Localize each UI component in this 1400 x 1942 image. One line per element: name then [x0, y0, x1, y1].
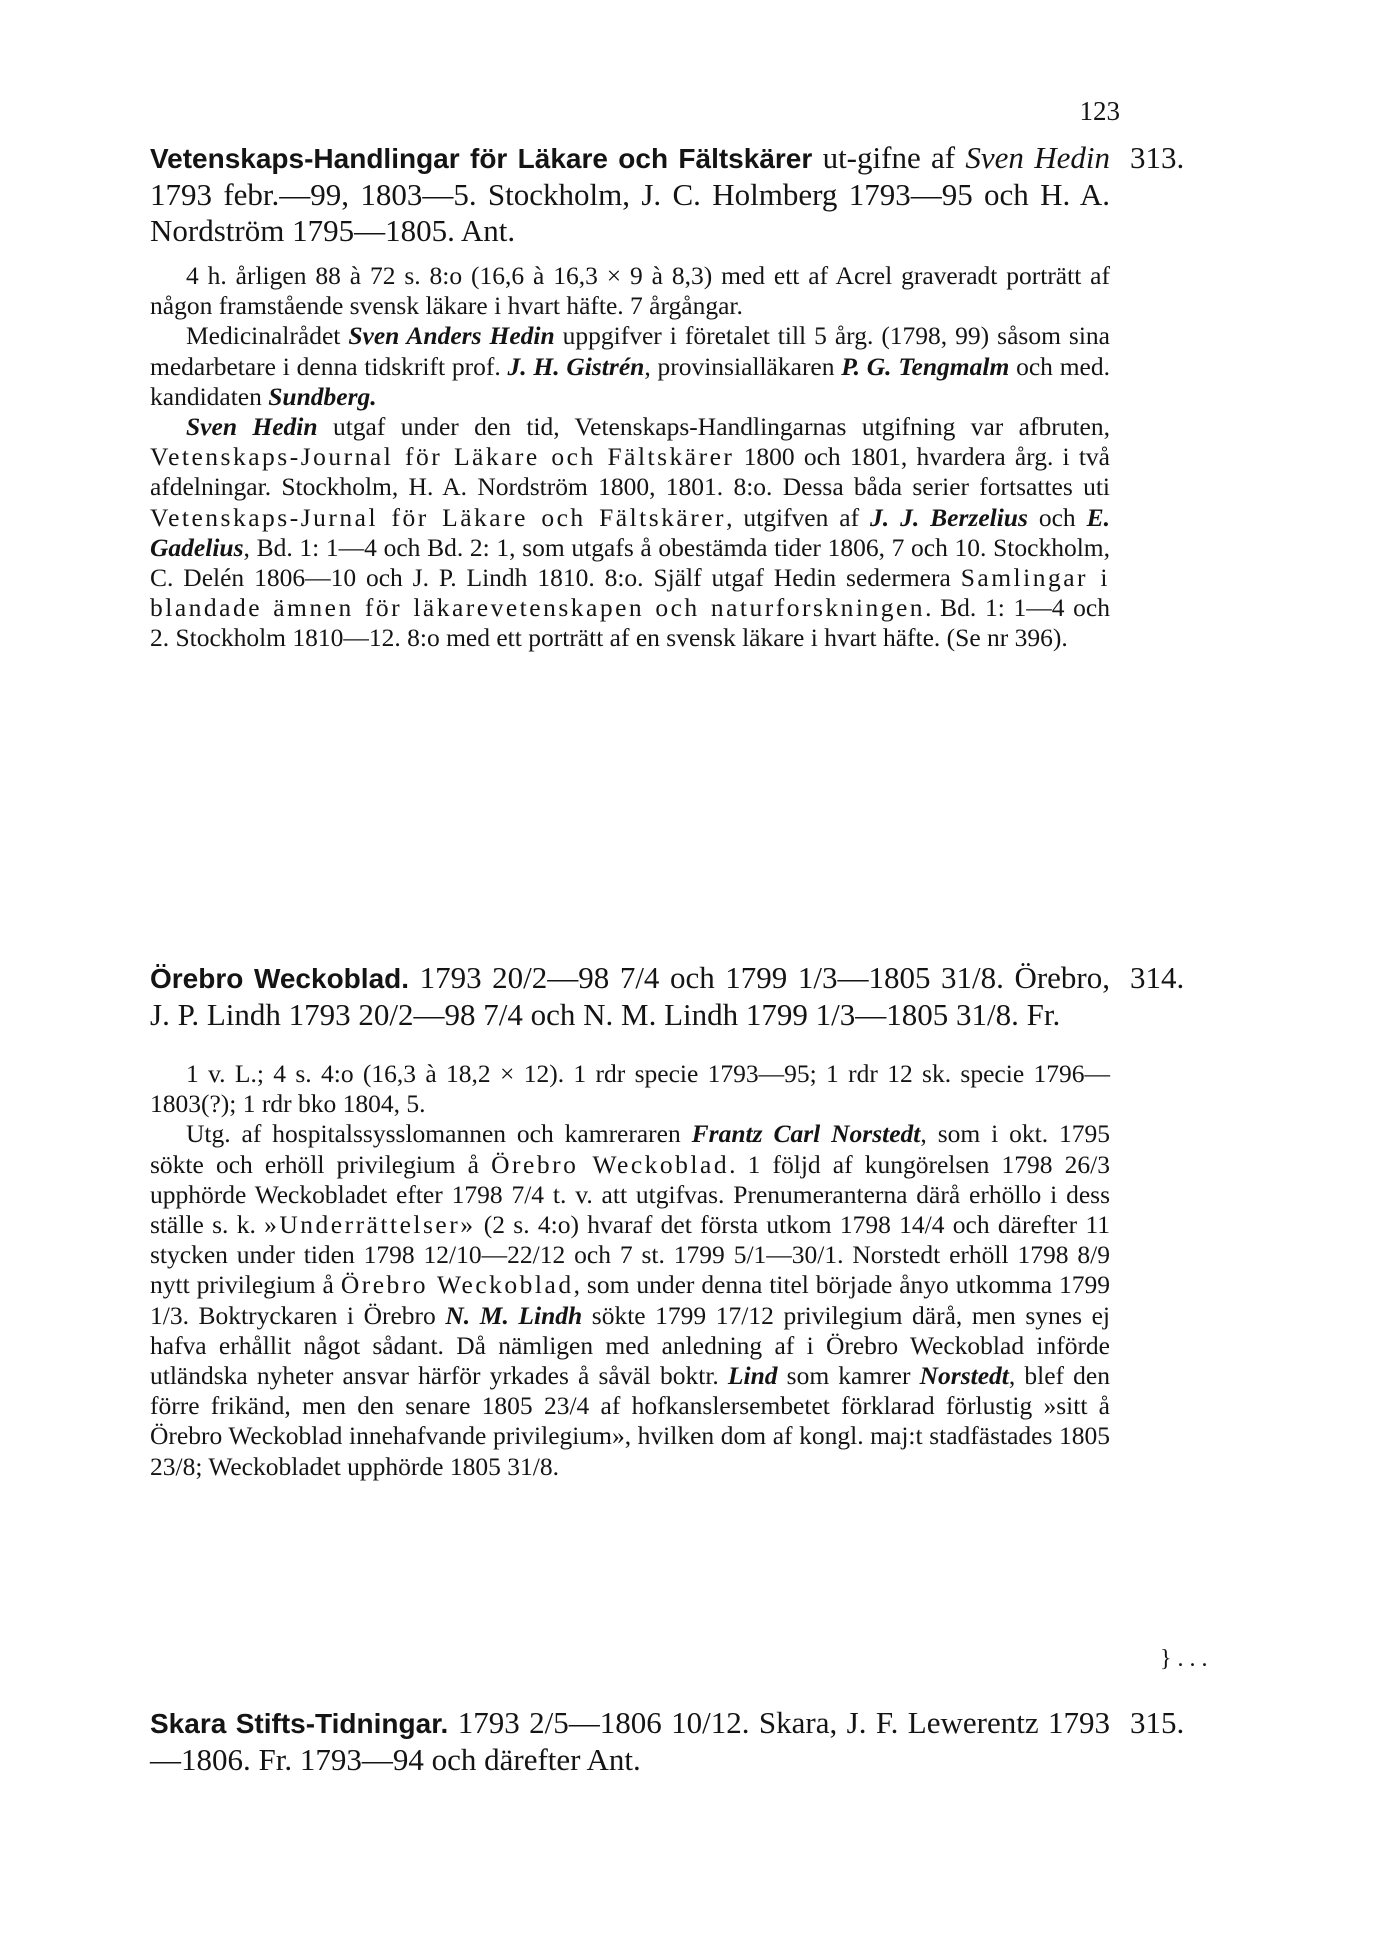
note-paragraph: Utg. af hospitalssysslomannen och kamreraren Frantz Carl Norstedt, som i okt. 1795 sökte och erhöll privilegium å Örebro Weckoblad. 1 följd af kungörelsen 1798 26/3 upphörde Weckobladet efter 1798 7/4 t. v. att utgifvas. Prenumeranterna därå erhöllo i dess ställe s. k. »Underrättelser» (2 s. 4:o) hvaraf det första utkom 1798 14/4 och därefter 11 stycken under tiden 1798 12/10—22/12 och 7 st. 1799 5/1—30/1. Norstedt erhöll 1798 8/9 nytt privilegium å Örebro Weckoblad, som under denna titel började ånyo utkomma 1799 1/3. Boktryckaren i Örebro N. M. Lindh sökte 1799 17/12 privilegium därå, men synes ej hafva erhållit något sådant. Då nämligen med anledning af i Örebro Weckoblad införde utländska nyheter ansvar härför yrkades å såväl boktr. Lind som kamrer Norstedt, blef den förre frikänd, men den senare 1805 23/4 af hofkanslersembetet förklarad förlustig »sitt å Örebro Weckoblad innehafvande privilegium», hvilken dom af kongl. maj:t stadfästades 1805 23/8; Weckobladet upphörde 1805 31/8.	[150, 1119, 1110, 1481]
margin-mark: } . . .	[1160, 1646, 1208, 1672]
entry-313	[150, 140, 1110, 654]
entry-heading	[150, 1705, 1110, 1778]
entry-number-314: 314.	[1130, 960, 1185, 995]
entry-title: Vetenskaps-Handlingar för Läkare och Fältskärer	[150, 143, 813, 174]
description-paragraph: 4 h. årligen 88 à 72 s. 8:o (16,6 à 16,3 × 9 à 8,3) med ett af Acrel graveradt porträtt af någon framstående svensk läkare i hvart häfte. 7 årgångar.	[150, 261, 1110, 321]
note-paragraph: Medicinalrådet Sven Anders Hedin uppgifver i företalet till 5 årg. (1798, 99) såsom sina medarbetare i denna tidskrift prof. J. H. Gistrén, provinsialläkaren P. G. Tengmalm och med. kandidaten Sundberg.	[150, 321, 1110, 411]
heading-text: 1793 febr.—99, 1803—5. Stockholm, J. C. Holmberg 1793—95 och H. A. Nordström 1795—1805. Ant.	[150, 177, 1110, 248]
entry-315	[150, 1705, 1110, 1778]
editor-name: Sven Hedin	[965, 140, 1110, 175]
heading-text: ut-gifne af	[812, 140, 966, 175]
entry-heading	[150, 960, 1110, 1033]
heading-text: 1793 20/2—98 7/4 och 1799 1/3—1805 31/8. Örebro, J. P. Lindh 1793 20/2—98 7/4 och N. M. Lindh 1799 1/3—1805 31/8. Fr.	[150, 960, 1110, 1032]
entry-number-313: 313.	[1130, 140, 1185, 175]
heading-text: 1793 2/5—1806 10/12. Skara, J. F. Lewerentz 1793—1806. Fr. 1793—94 och därefter Ant.	[150, 1705, 1110, 1777]
entry-314	[150, 960, 1110, 1482]
note-paragraph: Sven Hedin utgaf under den tid, Vetenskaps-Handlingarnas utgifning var afbruten, Vetenskaps-Journal för Läkare och Fältskärer 1800 och 1801, hvardera årg. i två afdelningar. Stockholm, H. A. Nordström 1800, 1801. 8:o. Dessa båda serier fortsattes uti Vetenskaps-Jurnal för Läkare och Fältskärer, utgifven af J. J. Berzelius och E. Gadelius, Bd. 1: 1—4 och Bd. 2: 1, som utgafs å obestämda tider 1806, 7 och 10. Stockholm, C. Delén 1806—10 och J. P. Lindh 1810. 8:o. Själf utgaf Hedin sedermera Samlingar i blandade ämnen för läkarevetenskapen och naturforskningen. Bd. 1: 1—4 och 2. Stockholm 1810—12. 8:o med ett porträtt af en svensk läkare i hvart häfte. (Se nr 396).	[150, 412, 1111, 653]
description-paragraph: 1 v. L.; 4 s. 4:o (16,3 à 18,2 × 12). 1 rdr specie 1793—95; 1 rdr 12 sk. specie 1796—1803(?); 1 rdr bko 1804, 5.	[150, 1059, 1110, 1119]
entry-title: Skara Stifts-Tidningar.	[150, 1708, 449, 1739]
page-number: 123	[1079, 96, 1120, 126]
entry-title: Örebro Weckoblad.	[150, 963, 410, 994]
entry-number-315: 315.	[1130, 1705, 1185, 1740]
entry-heading	[150, 140, 1110, 249]
